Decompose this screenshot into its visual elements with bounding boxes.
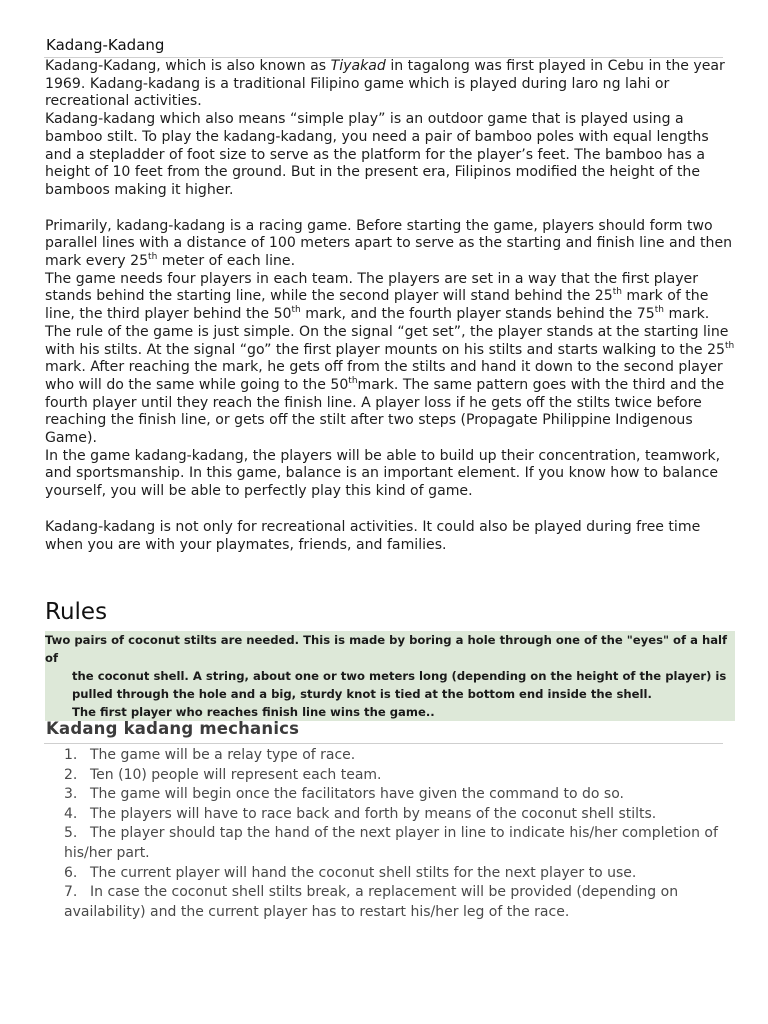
rules-line-3: pulled through the hole and a big, sturdy knot is tied at the bottom end inside the shell. bbox=[72, 687, 652, 701]
paragraph-meaning: Kadang-kadang which also means “simple play” is an outdoor game that is played using a bamboo stilt. To play the kadang-kadang, you need a pair of bamboo poles with equal lengths and a stepladder of foot size to serve as the platform for the player’s feet. The bamboo has a height of 10 feet from the ground. But in the present era, Filipinos modified the height of the bamboos making it higher. bbox=[45, 111, 709, 198]
intro-section bbox=[45, 58, 735, 554]
list-item: 1. The game will be a relay type of race. bbox=[64, 747, 356, 763]
rules-heading: Rules bbox=[45, 599, 108, 625]
rules-line-4: The first player who reaches finish line wins the game.. bbox=[72, 705, 435, 719]
paragraph-racing: Primarily, kadang-kadang is a racing game. Before starting the game, players should form two parallel lines with a distance of 100 meters apart to serve as the starting and finish line and then mark every 25th meter of each line. bbox=[45, 217, 733, 270]
mechanics-heading: Kadang kadang mechanics bbox=[46, 719, 300, 738]
list-item: 6. The current player will hand the coconut shell stilts for the next player to use. bbox=[64, 864, 637, 881]
rules-line-2: the coconut shell. A string, about one or two meters long (depending on the height of the player) is bbox=[72, 669, 727, 683]
mechanics-list bbox=[64, 746, 729, 922]
rules-line-1: Two pairs of coconut stilts are needed. This is made by boring a hole through one of the "eyes" of a half of bbox=[45, 633, 728, 665]
mechanics-divider bbox=[44, 743, 723, 744]
paragraph-rule: The rule of the game is just simple. On the signal “get set”, the player stands at the starting line with his stilts. At the signal “go” the first player mounts on his stilts and starts walking to the 25th mark. After reaching the mark, he gets off from the stilts and hand it down to the second player who will do the same while going to the 50thmark. The same pattern goes with the third and the fourth player until they reach the finish line. A player loss if he gets off the stilts twice before reaching the finish line, or gets off the stilt after two steps (Propagate Philippine Indigenous Game). bbox=[45, 323, 735, 447]
paragraph-players: The game needs four players in each team. The players are set in a way that the first player stands behind the starting line, while the second player will stand behind the 25th mark of the line, the third player behind the 50th mark, and the fourth player stands behind the 75th mark. bbox=[45, 270, 710, 323]
list-item: 5. The player should tap the hand of the next player in line to indicate his/her completion of his/her part. bbox=[64, 825, 718, 861]
paragraph-recreation: Kadang-kadang is not only for recreational activities. It could also be played during free time when you are with your playmates, friends, and families. bbox=[45, 518, 701, 553]
list-item: 7. In case the coconut shell stilts break, a replacement will be provided (depending on availability) and the current player has to restart his/her leg of the race. bbox=[64, 884, 679, 920]
list-item: 2. Ten (10) people will represent each team. bbox=[64, 766, 382, 783]
rules-text bbox=[45, 631, 735, 721]
page-title: Kadang-Kadang bbox=[46, 36, 165, 54]
paragraph-origin: Kadang-Kadang, which is also known as Tiyakad in tagalong was first played in Cebu in the year 1969. Kadang-kadang is a traditional Filipino game which is played during laro ng lahi or recreational activities. bbox=[45, 58, 725, 110]
list-item: 4. The players will have to race back and forth by means of the coconut shell stilts. bbox=[64, 805, 657, 822]
list-item: 3. The game will begin once the facilitators have given the command to do so. bbox=[64, 786, 624, 803]
paragraph-benefits: In the game kadang-kadang, the players will be able to build up their concentration, teamwork, and sportsmanship. In this game, balance is an important element. If you know how to balance yourself, you will be able to perfectly play this kind of game. bbox=[45, 447, 721, 500]
